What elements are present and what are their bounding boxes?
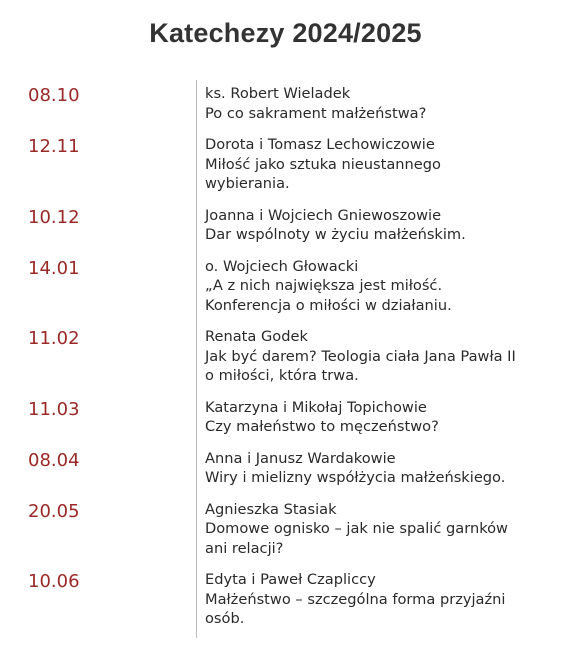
schedule-row: [0, 327, 583, 386]
schedule-list: [0, 84, 583, 629]
event-details: [205, 206, 583, 245]
event-topic-line: wybierania.: [205, 175, 290, 192]
event-topic-line: Wiry i mielizny współżycia małżeńskiego.: [205, 469, 506, 486]
event-details: [205, 84, 583, 123]
event-speaker: Katarzyna i Mikołaj Topichowie: [205, 398, 427, 416]
schedule-row: [0, 206, 583, 245]
event-details: [205, 257, 583, 316]
event-details: [205, 398, 583, 437]
event-topic-line: o miłości, która trwa.: [205, 367, 359, 384]
schedule-row: [0, 84, 583, 123]
schedule-row: [0, 257, 583, 316]
event-speaker: Edyta i Paweł Czapliccy: [205, 571, 376, 588]
event-date: 10.06: [28, 571, 80, 592]
event-date: 08.10: [28, 85, 80, 106]
event-date: 14.01: [28, 257, 80, 279]
event-speaker: o. Wojciech Głowacki: [205, 257, 359, 275]
event-speaker: Agnieszka Stasiak: [205, 500, 337, 518]
event-speaker: Joanna i Wojciech Gniewoszowie: [205, 206, 442, 224]
page-title: Katechezy 2024/2025: [149, 18, 422, 48]
schedule-row: [0, 398, 583, 437]
event-topic-line: Konferencja o miłości w działaniu.: [205, 296, 452, 314]
event-speaker: Dorota i Tomasz Lechowiczowie: [205, 136, 435, 153]
event-date: 11.03: [28, 398, 80, 420]
event-topic-line: Domowe ognisko – jak nie spalić garnków: [205, 520, 508, 537]
schedule-row: [0, 449, 583, 488]
schedule-row: [0, 570, 583, 629]
event-date: 10.12: [28, 206, 80, 228]
event-date: 20.05: [28, 500, 80, 522]
event-details: [205, 570, 583, 629]
event-topic-line: „A z nich największa jest miłość.: [205, 277, 443, 294]
schedule-row: [0, 500, 583, 559]
event-speaker: Renata Godek: [205, 328, 308, 345]
event-details: [205, 500, 583, 559]
event-details: [205, 449, 583, 488]
event-topic-line: Dar wspólnoty w życiu małżeńskim.: [205, 226, 466, 243]
event-topic-line: Małżeństwo – szczególna forma przyjaźni: [205, 590, 506, 608]
event-details: [205, 135, 583, 194]
event-topic-line: Miłość jako sztuka nieustannego: [205, 155, 441, 173]
event-speaker: ks. Robert Wieladek: [205, 85, 351, 102]
event-topic-line: Po co sakrament małżeństwa?: [205, 104, 427, 122]
event-topic-line: osób.: [205, 610, 245, 627]
event-topic-line: ani relacji?: [205, 539, 284, 557]
event-topic-line: Czy małeństwo to męczeństwo?: [205, 418, 439, 435]
event-date: 08.04: [28, 449, 80, 471]
event-date: 12.11: [28, 136, 80, 157]
event-details: [205, 327, 583, 386]
event-topic-line: Jak być darem? Teologia ciała Jana Pawła II: [205, 347, 516, 365]
event-speaker: Anna i Janusz Wardakowie: [205, 449, 396, 467]
schedule-row: [0, 135, 583, 194]
event-date: 11.02: [28, 328, 80, 349]
